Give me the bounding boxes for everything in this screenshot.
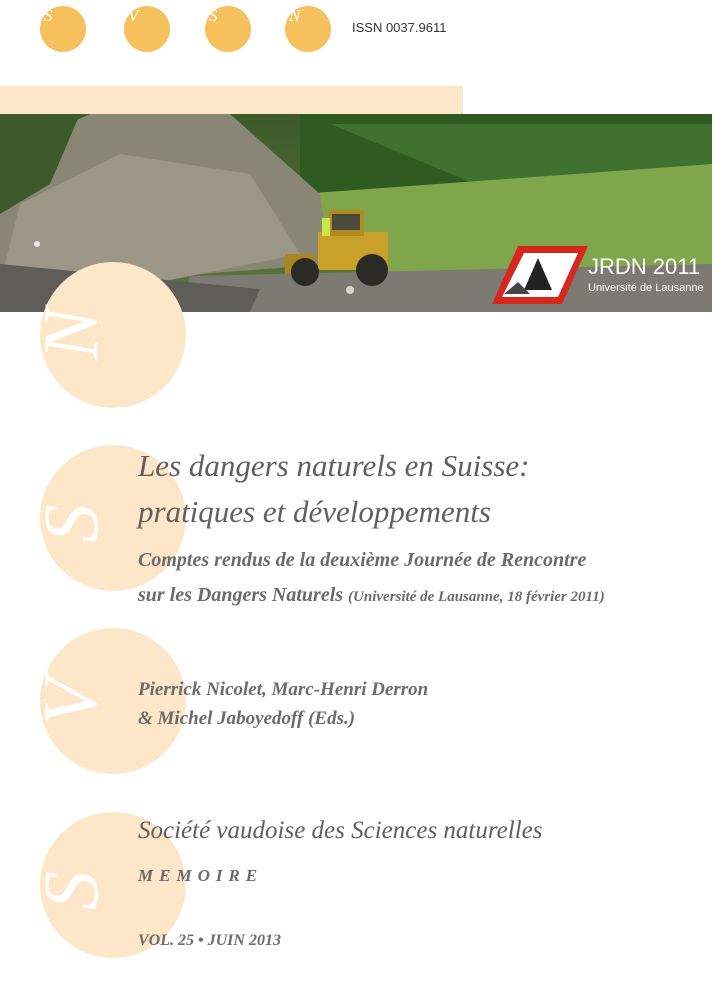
decorative-band <box>0 86 463 114</box>
logo-letter: V <box>128 6 139 25</box>
side-letter: V <box>27 678 114 726</box>
publisher-name: Société vaudoise des Sciences naturelles <box>138 817 543 844</box>
side-letter: N <box>27 307 114 360</box>
logo-letter: S <box>209 6 218 25</box>
logo-letter: N <box>289 6 301 25</box>
badge-subtitle: Université de Lausanne <box>588 282 704 294</box>
subtitle-main: sur les Dangers Naturels <box>138 584 344 606</box>
badge-title: JRDN 2011 <box>588 254 701 279</box>
authors-line-1: Pierrick Nicolet, Marc-Henri Derron <box>138 679 429 700</box>
side-letter: S <box>27 871 114 910</box>
side-letter: S <box>27 504 114 543</box>
subtitle-date: (Université de Lausanne, 18 février 2011) <box>348 589 605 605</box>
volume-info: VOL. 25 • JUIN 2013 <box>138 932 281 949</box>
subtitle-line-2 <box>138 584 605 607</box>
title-line-1: Les dangers naturels en Suisse: <box>138 448 530 483</box>
side-circle-v <box>27 628 186 774</box>
issn-number: ISSN 0037.9611 <box>352 20 447 35</box>
logo-dot-2 <box>124 6 170 52</box>
logo-dot-1 <box>40 6 86 52</box>
subtitle-line-1: Comptes rendus de la deuxième Journée de Rencontre <box>138 549 587 571</box>
title-line-2: pratiques et développements <box>138 494 491 529</box>
authors-line-2: & Michel Jaboyedoff (Eds.) <box>138 708 356 729</box>
logo-dot-3 <box>205 6 251 52</box>
side-circle-n <box>27 262 186 408</box>
hazard-sign-icon <box>490 244 590 306</box>
jrdn-badge <box>490 244 710 306</box>
logo-letter: S <box>44 6 53 25</box>
series-name: MEMOIRE <box>138 866 264 885</box>
logo-dot-4 <box>285 6 331 52</box>
